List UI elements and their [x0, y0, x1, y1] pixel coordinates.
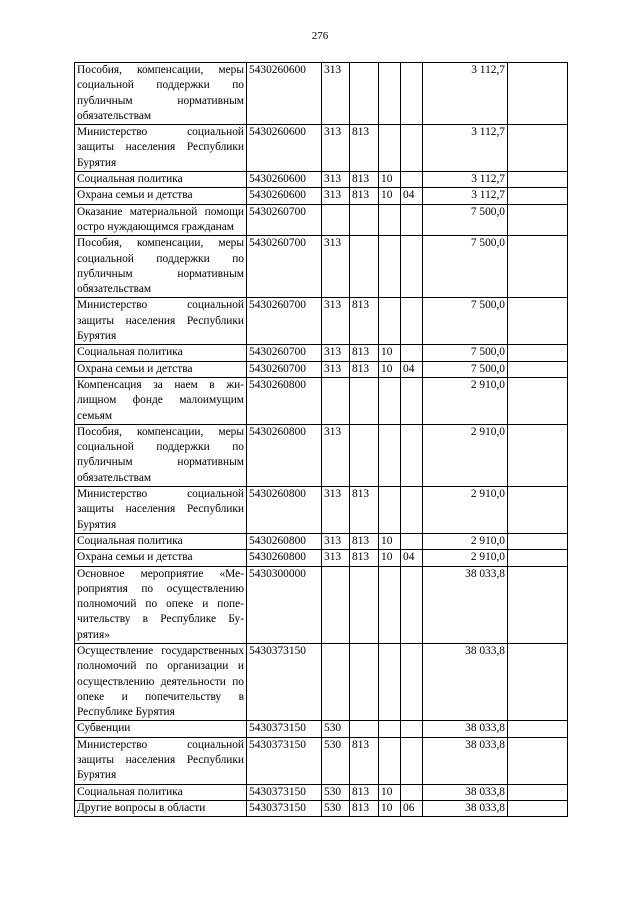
subsection-cell — [401, 737, 423, 784]
amount-cell: 7 500,0 — [423, 345, 508, 361]
expense-type-cell: 313 — [322, 188, 350, 204]
item-name-cell: Субвенции — [75, 721, 247, 737]
target-article-code-cell: 5430373150 — [247, 643, 322, 720]
ministry-code-cell: 813 — [350, 345, 379, 361]
section-cell — [379, 204, 401, 236]
expense-type-cell: 313 — [322, 533, 350, 549]
budget-table — [74, 62, 568, 817]
item-name-cell: Пособия, компенсации, меры социальной поддержки по публичным нормативным обязательствам — [75, 236, 247, 298]
ministry-code-cell: 813 — [350, 487, 379, 534]
item-name-cell: Основное мероприятие «Мероприятия по осуществлению полномочий по опеке и попечительству в Республике Бурятия» — [75, 566, 247, 643]
table-row — [75, 345, 568, 361]
subsection-cell — [401, 125, 423, 172]
amount-cell: 38 033,8 — [423, 800, 508, 816]
section-cell — [379, 737, 401, 784]
table-row — [75, 721, 568, 737]
section-cell — [379, 125, 401, 172]
table-row — [75, 737, 568, 784]
expense-type-cell: 530 — [322, 800, 350, 816]
extra-cell — [508, 721, 568, 737]
subsection-cell — [401, 377, 423, 424]
item-name-cell: Другие вопросы в области — [75, 800, 247, 816]
item-name-cell: Социальная политика — [75, 172, 247, 188]
amount-cell: 3 112,7 — [423, 63, 508, 125]
target-article-code-cell: 5430260600 — [247, 172, 322, 188]
table-row — [75, 298, 568, 345]
subsection-cell — [401, 236, 423, 298]
target-article-code-cell: 5430260800 — [247, 424, 322, 486]
amount-cell: 3 112,7 — [423, 172, 508, 188]
ministry-code-cell — [350, 424, 379, 486]
subsection-cell — [401, 298, 423, 345]
expense-type-cell: 313 — [322, 298, 350, 345]
target-article-code-cell: 5430373150 — [247, 784, 322, 800]
amount-cell: 3 112,7 — [423, 188, 508, 204]
section-cell — [379, 643, 401, 720]
amount-cell: 7 500,0 — [423, 204, 508, 236]
budget-table-body — [75, 63, 568, 817]
target-article-code-cell: 5430300000 — [247, 566, 322, 643]
amount-cell: 2 910,0 — [423, 533, 508, 549]
expense-type-cell: 313 — [322, 361, 350, 377]
item-name-cell: Социальная политика — [75, 533, 247, 549]
section-cell: 10 — [379, 188, 401, 204]
extra-cell — [508, 424, 568, 486]
ministry-code-cell — [350, 566, 379, 643]
expense-type-cell: 313 — [322, 550, 350, 566]
amount-cell: 7 500,0 — [423, 361, 508, 377]
table-row — [75, 643, 568, 720]
ministry-code-cell — [350, 377, 379, 424]
extra-cell — [508, 125, 568, 172]
target-article-code-cell: 5430260800 — [247, 533, 322, 549]
subsection-cell: 06 — [401, 800, 423, 816]
target-article-code-cell: 5430260800 — [247, 377, 322, 424]
expense-type-cell — [322, 566, 350, 643]
target-article-code-cell: 5430260600 — [247, 125, 322, 172]
item-name-cell: Осуществление государственных полномочий по организации и осуществлению деятельности по опеке и попечительству в Республике Бурятия — [75, 643, 247, 720]
expense-type-cell: 313 — [322, 345, 350, 361]
section-cell — [379, 377, 401, 424]
section-cell: 10 — [379, 172, 401, 188]
expense-type-cell: 313 — [322, 236, 350, 298]
section-cell: 10 — [379, 800, 401, 816]
target-article-code-cell: 5430373150 — [247, 800, 322, 816]
target-article-code-cell: 5430260700 — [247, 236, 322, 298]
item-name-cell: Охрана семьи и детства — [75, 188, 247, 204]
table-row — [75, 172, 568, 188]
ministry-code-cell: 813 — [350, 550, 379, 566]
subsection-cell — [401, 204, 423, 236]
amount-cell: 7 500,0 — [423, 298, 508, 345]
extra-cell — [508, 800, 568, 816]
ministry-code-cell: 813 — [350, 737, 379, 784]
expense-type-cell: 530 — [322, 784, 350, 800]
extra-cell — [508, 188, 568, 204]
ministry-code-cell: 813 — [350, 533, 379, 549]
extra-cell — [508, 63, 568, 125]
expense-type-cell: 530 — [322, 737, 350, 784]
expense-type-cell — [322, 643, 350, 720]
target-article-code-cell: 5430373150 — [247, 721, 322, 737]
item-name-cell: Компенсация за наем в жилищном фонде малоимущим семьям — [75, 377, 247, 424]
subsection-cell — [401, 487, 423, 534]
item-name-cell: Охрана семьи и детства — [75, 361, 247, 377]
item-name-cell: Охрана семьи и детства — [75, 550, 247, 566]
extra-cell — [508, 298, 568, 345]
target-article-code-cell: 5430260700 — [247, 361, 322, 377]
ministry-code-cell — [350, 63, 379, 125]
table-row — [75, 424, 568, 486]
table-row — [75, 125, 568, 172]
amount-cell: 2 910,0 — [423, 377, 508, 424]
item-name-cell: Министерство социальной защиты населения Республики Бурятия — [75, 298, 247, 345]
amount-cell: 38 033,8 — [423, 566, 508, 643]
amount-cell: 38 033,8 — [423, 721, 508, 737]
expense-type-cell: 313 — [322, 172, 350, 188]
section-cell — [379, 721, 401, 737]
target-article-code-cell: 5430260800 — [247, 550, 322, 566]
amount-cell: 2 910,0 — [423, 550, 508, 566]
expense-type-cell: 313 — [322, 63, 350, 125]
table-row — [75, 236, 568, 298]
table-row — [75, 361, 568, 377]
extra-cell — [508, 236, 568, 298]
amount-cell: 38 033,8 — [423, 784, 508, 800]
subsection-cell — [401, 643, 423, 720]
subsection-cell — [401, 784, 423, 800]
target-article-code-cell: 5430260700 — [247, 204, 322, 236]
item-name-cell: Социальная политика — [75, 345, 247, 361]
amount-cell: 2 910,0 — [423, 487, 508, 534]
subsection-cell: 04 — [401, 188, 423, 204]
target-article-code-cell: 5430260600 — [247, 63, 322, 125]
section-cell — [379, 566, 401, 643]
subsection-cell — [401, 172, 423, 188]
subsection-cell — [401, 345, 423, 361]
section-cell: 10 — [379, 550, 401, 566]
table-row — [75, 204, 568, 236]
section-cell — [379, 63, 401, 125]
extra-cell — [508, 345, 568, 361]
expense-type-cell — [322, 204, 350, 236]
table-row — [75, 533, 568, 549]
ministry-code-cell: 813 — [350, 800, 379, 816]
extra-cell — [508, 550, 568, 566]
amount-cell: 7 500,0 — [423, 236, 508, 298]
extra-cell — [508, 533, 568, 549]
ministry-code-cell: 813 — [350, 784, 379, 800]
ministry-code-cell: 813 — [350, 172, 379, 188]
extra-cell — [508, 784, 568, 800]
page-number: 276 — [311, 30, 329, 42]
subsection-cell — [401, 63, 423, 125]
section-cell — [379, 424, 401, 486]
table-row — [75, 63, 568, 125]
ministry-code-cell: 813 — [350, 298, 379, 345]
extra-cell — [508, 361, 568, 377]
extra-cell — [508, 377, 568, 424]
section-cell: 10 — [379, 361, 401, 377]
table-row — [75, 566, 568, 643]
ministry-code-cell — [350, 204, 379, 236]
item-name-cell: Оказание материальной помощи остро нуждающимся гражданам — [75, 204, 247, 236]
item-name-cell: Пособия, компенсации, меры социальной поддержки по публичным нормативным обязательствам — [75, 63, 247, 125]
ministry-code-cell: 813 — [350, 361, 379, 377]
extra-cell — [508, 172, 568, 188]
section-cell — [379, 298, 401, 345]
subsection-cell — [401, 533, 423, 549]
target-article-code-cell: 5430260600 — [247, 188, 322, 204]
extra-cell — [508, 487, 568, 534]
expense-type-cell: 313 — [322, 125, 350, 172]
subsection-cell — [401, 566, 423, 643]
ministry-code-cell — [350, 643, 379, 720]
target-article-code-cell: 5430260700 — [247, 345, 322, 361]
subsection-cell — [401, 721, 423, 737]
amount-cell: 38 033,8 — [423, 643, 508, 720]
ministry-code-cell: 813 — [350, 125, 379, 172]
target-article-code-cell: 5430260800 — [247, 487, 322, 534]
table-row — [75, 784, 568, 800]
extra-cell — [508, 737, 568, 784]
amount-cell: 38 033,8 — [423, 737, 508, 784]
amount-cell: 3 112,7 — [423, 125, 508, 172]
expense-type-cell: 530 — [322, 721, 350, 737]
subsection-cell: 04 — [401, 361, 423, 377]
target-article-code-cell: 5430260700 — [247, 298, 322, 345]
expense-type-cell: 313 — [322, 487, 350, 534]
section-cell: 10 — [379, 533, 401, 549]
item-name-cell: Пособия, компенсации, меры социальной поддержки по публичным нормативным обязательствам — [75, 424, 247, 486]
subsection-cell — [401, 424, 423, 486]
amount-cell: 2 910,0 — [423, 424, 508, 486]
expense-type-cell — [322, 377, 350, 424]
section-cell: 10 — [379, 784, 401, 800]
table-row — [75, 800, 568, 816]
section-cell: 10 — [379, 345, 401, 361]
subsection-cell: 04 — [401, 550, 423, 566]
table-row — [75, 550, 568, 566]
ministry-code-cell — [350, 236, 379, 298]
item-name-cell: Министерство социальной защиты населения Республики Бурятия — [75, 737, 247, 784]
ministry-code-cell — [350, 721, 379, 737]
target-article-code-cell: 5430373150 — [247, 737, 322, 784]
item-name-cell: Министерство социальной защиты населения Республики Бурятия — [75, 125, 247, 172]
ministry-code-cell: 813 — [350, 188, 379, 204]
table-row — [75, 487, 568, 534]
section-cell — [379, 236, 401, 298]
item-name-cell: Социальная политика — [75, 784, 247, 800]
section-cell — [379, 487, 401, 534]
extra-cell — [508, 566, 568, 643]
extra-cell — [508, 204, 568, 236]
table-row — [75, 188, 568, 204]
extra-cell — [508, 643, 568, 720]
table-row — [75, 377, 568, 424]
item-name-cell: Министерство социальной защиты населения Республики Бурятия — [75, 487, 247, 534]
expense-type-cell: 313 — [322, 424, 350, 486]
